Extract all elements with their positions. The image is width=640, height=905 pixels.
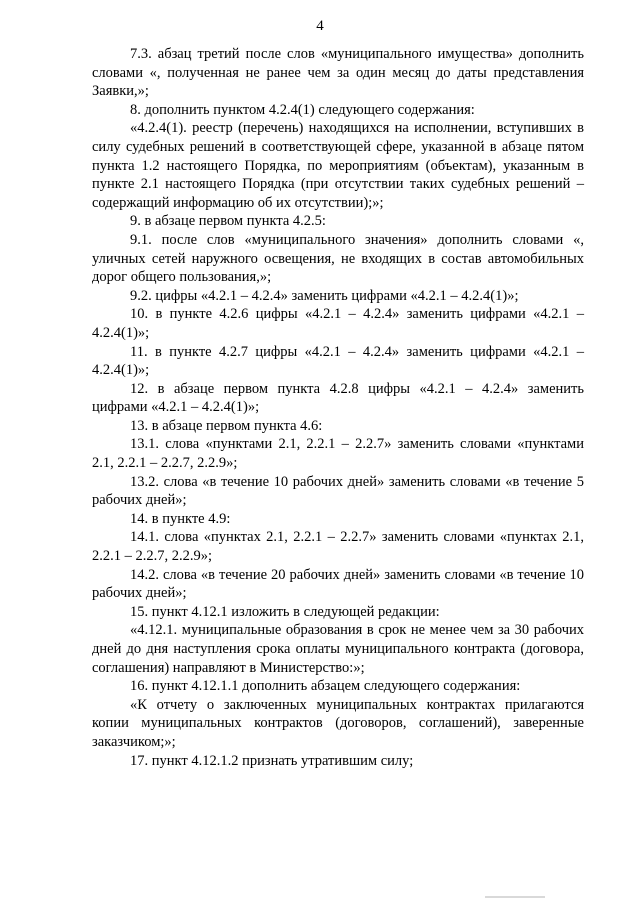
paragraph-9: 9. в абзаце первом пункта 4.2.5:: [130, 213, 326, 230]
paragraph-11: 11. в пункте 4.2.7 цифры «4.2.1 – 4.2.4» заменить цифрами «4.2.1 – 4.2.4(1)»;: [92, 343, 584, 379]
paragraph-4-12-1-text: «4.12.1. муниципальные образования в срок не менее чем за 30 рабочих дней до дня наступления срока оплаты муниципального контракта (договора, соглашения) направляют в Министерство:»;: [92, 622, 584, 676]
paragraph-15: 15. пункт 4.12.1 изложить в следующей редакции:: [130, 603, 440, 620]
paragraph-17: 17. пункт 4.12.1.2 признать утратившим силу;: [130, 752, 414, 769]
document-body: [92, 45, 584, 770]
paragraph-13-1: 13.1. слова «пунктами 2.1, 2.2.1 – 2.2.7» заменить словами «пунктами 2.1, 2.2.1 – 2.2.7, 2.2.9»;: [92, 436, 584, 472]
paragraph-14-2: 14.2. слова «в течение 20 рабочих дней» заменить словами «в течение 10 рабочих дней»;: [92, 566, 584, 602]
paragraph-14-1: 14.1. слова «пунктах 2.1, 2.2.1 – 2.2.7» заменить словами «пунктах 2.1, 2.2.1 – 2.2.7, 2.2.9»;: [92, 529, 584, 565]
paragraph-13-2: 13.2. слова «в течение 10 рабочих дней» заменить словами «в течение 5 рабочих дней»;: [92, 473, 584, 509]
paragraph-7-3: 7.3. абзац третий после слов «муниципального имущества» дополнить словами «, полученная не ранее чем за один месяц до даты представления Заявки,»;: [92, 46, 584, 100]
paragraph-12: 12. в абзаце первом пункта 4.2.8 цифры «4.2.1 – 4.2.4» заменить цифрами «4.2.1 – 4.2.4(1)»;: [92, 380, 584, 416]
paragraph-9-2: 9.2. цифры «4.2.1 – 4.2.4» заменить цифрами «4.2.1 – 4.2.4(1)»;: [130, 287, 519, 304]
paragraph-16: 16. пункт 4.12.1.1 дополнить абзацем следующего содержания:: [130, 678, 521, 695]
paragraph-13: 13. в абзаце первом пункта 4.6:: [130, 417, 323, 434]
paragraph-16-text: «К отчету о заключенных муниципальных контрактах прилагаются копии муниципальных контрактов (договоров, соглашений), заверенные заказчиком;»;: [92, 696, 584, 750]
page-number: 4: [316, 18, 324, 34]
paragraph-14: 14. в пункте 4.9:: [130, 510, 231, 527]
paragraph-4-2-4-1-text: «4.2.4(1). реестр (перечень) находящихся на исполнении, вступивших в силу судебных решений в соответствующей сфере, указанной в абзаце пятом пункта 1.2 настоящего Порядка, по мероприятиям (объектам), указанным в пункте 2.1 настоящего Порядка (при отсутствии таких судебных решений – содержащий информацию об их отсутствии);»;: [92, 120, 584, 211]
scan-artifact: [485, 896, 545, 898]
paragraph-10: 10. в пункте 4.2.6 цифры «4.2.1 – 4.2.4» заменить цифрами «4.2.1 – 4.2.4(1)»;: [92, 306, 584, 341]
paragraph-8: 8. дополнить пунктом 4.2.4(1) следующего содержания:: [130, 101, 475, 118]
paragraph-9-1: 9.1. после слов «муниципального значения» дополнить словами «, уличных сетей наружного освещения, не входящих в состав автомобильных дорог общего пользования,»;: [92, 231, 584, 286]
